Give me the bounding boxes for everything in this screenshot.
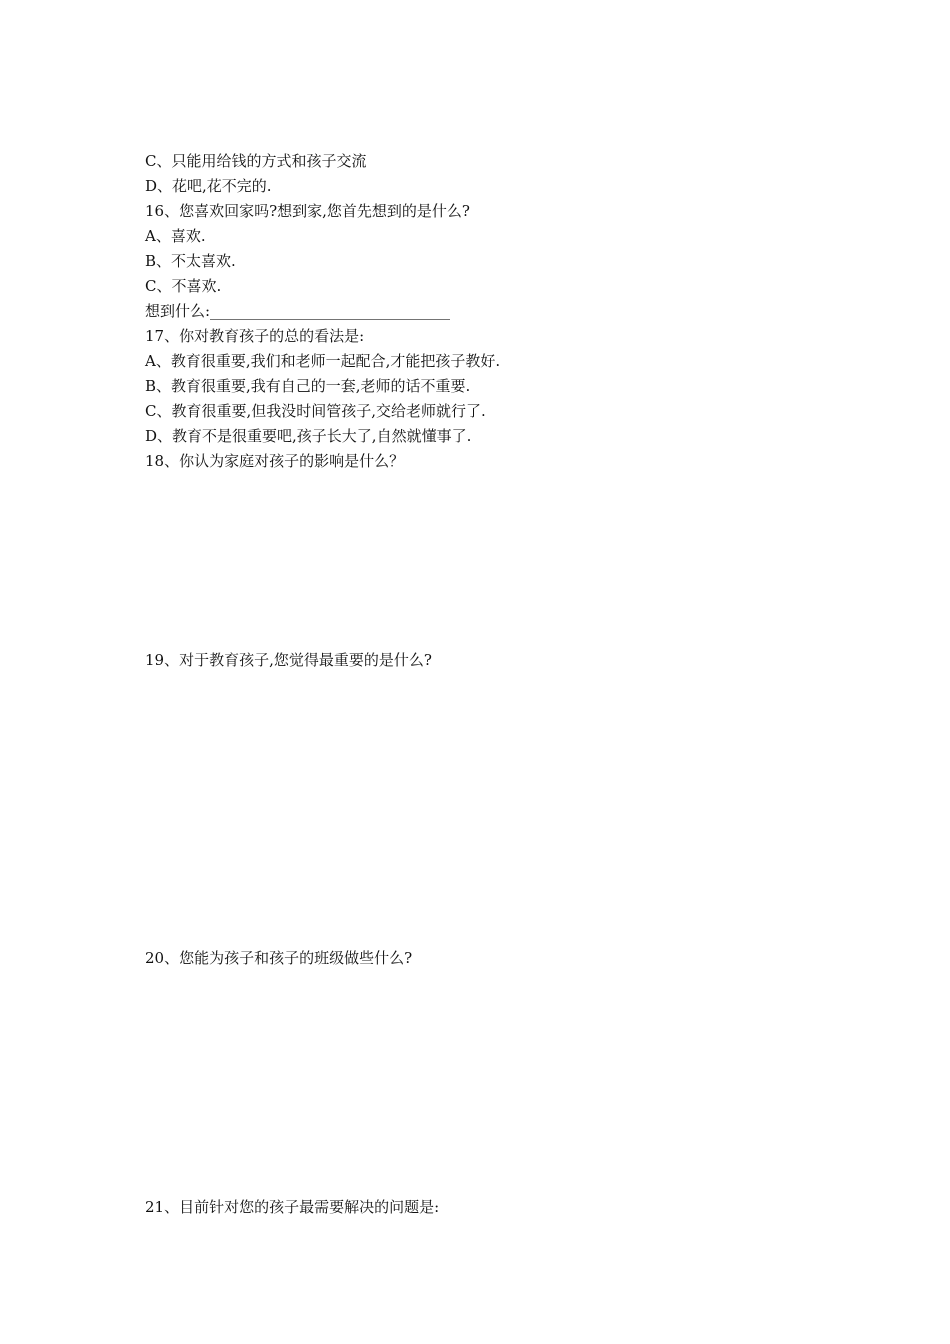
q15-option-d: D、花吧,花不完的. — [145, 177, 272, 195]
q16-option-c: C、不喜欢. — [145, 277, 222, 295]
question-18: 18、你认为家庭对孩子的影响是什么？ — [145, 452, 405, 470]
q16-fill-in-blank: 想到什么:________________________________ — [145, 302, 451, 320]
q17-option-a: A、教育很重要,我们和老师一起配合,才能把孩子教好. — [145, 352, 501, 370]
q17-option-d: D、教育不是很重要吧,孩子长大了,自然就懂事了. — [145, 427, 472, 445]
q17-option-c: C、教育很重要,但我没时间管孩子,交给老师就行了. — [145, 402, 486, 420]
question-21: 21、目前针对您的孩子最需要解决的问题是: — [145, 1198, 440, 1216]
question-20: 20、您能为孩子和孩子的班级做些什么? — [145, 949, 413, 967]
question-19: 19、对于教育孩子,您觉得最重要的是什么? — [145, 651, 432, 669]
q17-option-b: B、教育很重要,我有自己的一套,老师的话不重要. — [145, 377, 471, 395]
question-16: 16、您喜欢回家吗?想到家,您首先想到的是什么? — [145, 202, 470, 220]
question-17: 17、你对教育孩子的总的看法是: — [145, 327, 365, 345]
q16-option-b: B、不太喜欢. — [145, 252, 236, 270]
q16-option-a: A、喜欢. — [145, 227, 206, 245]
q15-option-c: C、只能用给钱的方式和孩子交流 — [145, 152, 367, 170]
